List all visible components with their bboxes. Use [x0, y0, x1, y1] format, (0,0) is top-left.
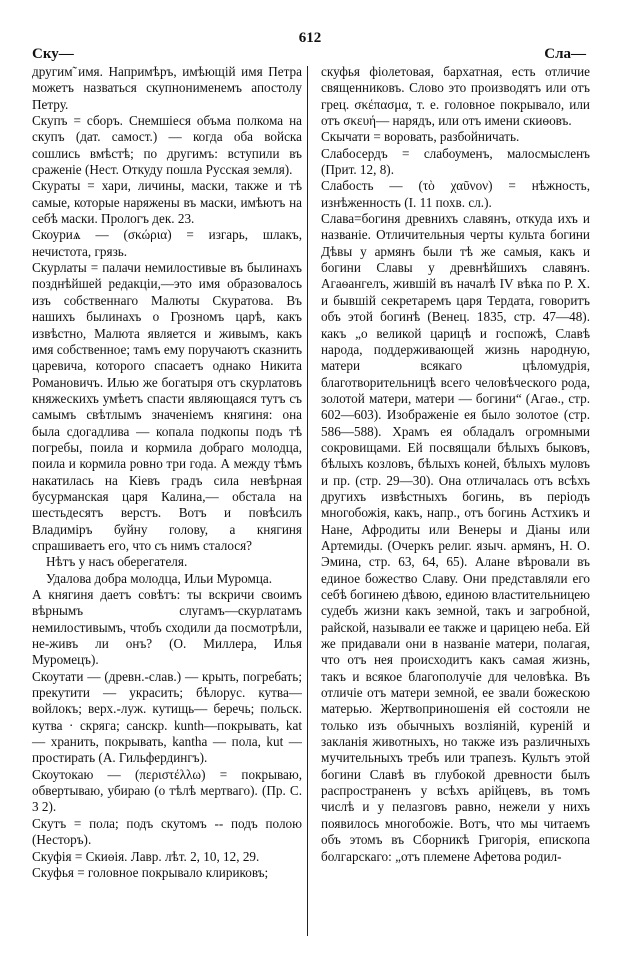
- entry-skurlaty: Скурлаты = палачи немилостивые въ былинахъ позднѣйшей редакціи,—это имя образовалось изъ собственнаго Малюты Скуратова. Въ нашихъ былинахъ о Грозномъ царѣ, какъ извѣстно, Малюта является и живымъ, какъ имя собственное; тамъ ему поручаютъ сказнить царевича, которого спасаетъ однако Никита Романовичъ. Илью же богатыря отъ скурлатовъ княжескихъ умѣетъ спасти являющаяся тутъ съ самымъ свѣтлымъ значеніемъ княгиня: она была сдогадлива — копала подкопы подъ тѣ погребы, поила и кормила добраго молодца, поила и кормила ровно три года. А между тѣмъ накатилась на Кіевъ градъ сила невѣрная бусурманская царя Калина,— обстала на шестьдесятъ верстъ. Вотъ и повѣсилъ Владиміръ буйну голову, а княгиня спрашиваетъ его, что съ нимъ сталося?: [32, 260, 302, 553]
- entry-skuria: Скоуриѧ — (σκώρια) = изгарь, шлакъ, нечистота, грязь.: [32, 227, 302, 259]
- guide-word-right: Сла—: [544, 46, 586, 62]
- entry-skychati: Скычати = воровать, разбойничать.: [321, 129, 520, 145]
- entry-continuation: другим̃ имя. Напримѣръ, имѣющій имя Петра можетъ назваться скупнонименемъ апостолу Петру.: [32, 64, 302, 112]
- entry-skufya: Скуфья = головное покрывало клириковъ;: [32, 864, 269, 880]
- entry-skup: Скупъ = сборъ. Снемшіеся объма полкома на скупъ (дат. самост.) — когда оба войска сошлись вмѣстѣ; по другимъ: вступили въ сраженіе (Нест. Откуду пошла Русская земля).: [32, 113, 302, 178]
- entry-skutokayu: Скоутокаю — (περιστέλλω) = покрываю, обвертываю, убираю (о тѣлѣ мертваго). (Пр. С. 3 2).: [32, 766, 302, 815]
- page-number: 612: [298, 30, 322, 46]
- entry-slaboserd: Слабосердъ = слабоуменъ, малосмысленъ (Прит. 12, 8).: [321, 145, 590, 178]
- verse-line-2: Удалова добра молодца, Ильи Муромца.: [46, 570, 273, 586]
- column-divider: [307, 66, 308, 936]
- entry-skutati: Скоутати — (древн.-слав.) — крыть, погребать; прекутити — украсить; бѣлорус. кутва—войлокъ; верх.-луж. кутищь— беречь; польск. кутва · скряга; санскр. kunth—покрывать, kat — хранить, покрывать, kantha — пола, kut — простирать (А. Гильфердингъ).: [32, 668, 302, 766]
- guide-word-left: Ску—: [32, 46, 74, 62]
- entry-skufia: Скуфія = Скиѳія. Лавр. лѣт. 2, 10, 12, 29.: [32, 848, 260, 864]
- entry-slabost: Слабость — (τὸ χαῦνον) = нѣжность, изнѣженность (I. 11 похв. сл.).: [321, 178, 590, 210]
- entry-skuraty: Скураты = хари, личины, маски, также и тѣ самые, которые наряжены въ маски, имѣютъ на себѣ маски. Прологъ дек. 23.: [32, 178, 302, 227]
- left-column: [32, 64, 302, 881]
- entry-skurlaty-cont: А княгиня даетъ совѣтъ: ты вскричи своимъ вѣрнымъ слугамъ—скурлатамъ немилостивымъ, чтобъ сходили да посмотрѣли, не-живъ ли онъ? (О. Миллера, Илья Муромецъ).: [32, 587, 302, 668]
- entry-slava: Слава=богиня древнихъ славянъ, откуда ихъ и названіе. Отличительныя черты культа богини Дѣвы у армянъ были тѣ же самыя, какъ и богини Славы у древнѣйшихъ славянъ. Агаѳангелъ, жившій въ началѣ IV вѣка по Р. Х. и бывшій секретаремъ царя Тердата, говоритъ объ этой богинѣ (Венец. 1835, стр. 47—48). какъ „о великой царицѣ и госпожѣ, Славѣ народа, поддерживающей жизнь народную, матери всякаго цѣломудрія, благотворительницѣ всего человѣческого рода, золотой матери, матери — богини“ (Агаѳ., стр. 602—603). Изображеніе ея было золотое (стр. 586—588). Храмъ ея обладалъ огромными сокровищами. Ей посвящали бѣлыхъ быковъ, бѣлыхъ козловъ, бѣлыхъ коней, бѣлыхъ муловъ и пр. (стр. 29—30). Она отличалась отъ всѣхъ другихъ извѣстныхъ богинь, въ періодъ многобожія, какъ, напр., отъ богинь Астхикъ и Нане, Афродиты или Венеры и Діаны или Артемиды. (Очеркъ религ. языч. армянъ, Н. О. Эмина, стр. 63, 64, 65). Аланe вѣровали въ единое божество Славу. Они представляли его себѣ богинею дѣвою, единою властительницею судебъ жизни какъ земной, такъ и загробной, райской, называли ее также и царицею неба. Ей же придавали они в названіе матери, полагая, что отъ нея происходитъ какъ самая жизнь, такъ и всякое благополучіе для человѣка. Въ отличіе отъ матери земной, ее звали божескою матерью. Жертвоприношенія ей состояли не только изъ обычныхъ возліяній, куреній и закланія животныхъ, но также изъ различныхъ мучительныхъ требъ или трапезъ. Культъ этой богини Славѣ въ глубокой древности былъ распространенъ у всѣхъ арійцевъ, въ томъ числѣ и у пелазговъ равно, нежели у нихъ появилось многобожіе. Вотъ, что мы читаемъ объ этомъ въ Сборникѣ Григорія, епископа болгарскаго: „отъ племене Афетова родил-: [321, 211, 590, 864]
- right-column: [321, 64, 590, 865]
- entry-skufya-cont: скуфья фіолетовая, бархатная, есть отличие священниковъ. Слово это производятъ или отъ грец. σκέπασμα, т. е. головное покрывало, или отъ σκευή— нарядъ, или отъ имени скиѳовъ.: [321, 64, 590, 129]
- entry-skut: Скутъ = пола; подъ скутомъ -- подъ полою (Несторъ).: [32, 815, 302, 848]
- verse-line-1: Нѣтъ у насъ оберегателя.: [46, 554, 188, 570]
